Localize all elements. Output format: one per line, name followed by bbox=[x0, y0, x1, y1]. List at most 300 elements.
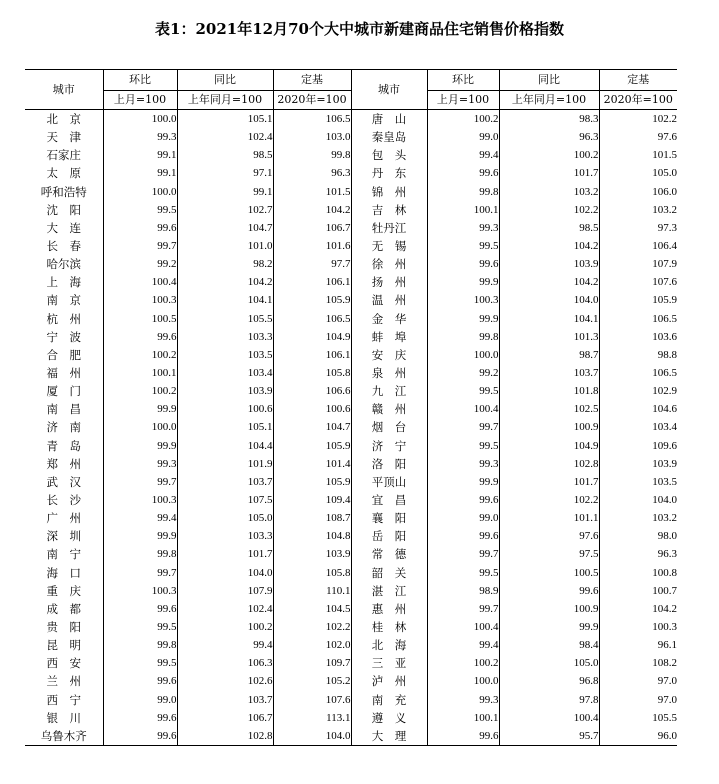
dj-value-left: 104.9 bbox=[273, 328, 351, 346]
city-name-left: 长 春 bbox=[46, 239, 81, 254]
dj-value-left: 109.4 bbox=[273, 491, 351, 509]
hb-value-left: 100.4 bbox=[103, 273, 177, 291]
dj-value-right: 104.6 bbox=[599, 400, 677, 418]
hb-value-right: 99.5 bbox=[427, 382, 499, 400]
dj-value-left: 110.1 bbox=[273, 582, 351, 600]
city-name-left: 石家庄 bbox=[46, 148, 81, 163]
city-name-left: 太 原 bbox=[46, 166, 81, 181]
dj-value-left: 105.2 bbox=[273, 672, 351, 690]
dj-value-left: 106.5 bbox=[273, 310, 351, 328]
table-row bbox=[25, 291, 677, 309]
tb-value-right: 100.9 bbox=[499, 418, 599, 436]
tb-value-right: 101.3 bbox=[499, 328, 599, 346]
tb-value-left: 103.7 bbox=[177, 473, 273, 491]
tb-value-right: 98.7 bbox=[499, 346, 599, 364]
table-row bbox=[25, 437, 677, 455]
hb-value-left: 99.6 bbox=[103, 727, 177, 746]
dj-value-left: 96.3 bbox=[273, 164, 351, 182]
dj-value-left: 108.7 bbox=[273, 509, 351, 527]
dj-value-left: 109.7 bbox=[273, 654, 351, 672]
hb-value-right: 99.5 bbox=[427, 564, 499, 582]
tb-value-left: 102.8 bbox=[177, 727, 273, 746]
tb-value-left: 107.5 bbox=[177, 491, 273, 509]
hb-value-left: 99.8 bbox=[103, 636, 177, 654]
header-tb-sub-left: 上年同月=100 bbox=[177, 91, 273, 110]
hb-value-right: 99.6 bbox=[427, 255, 499, 273]
hb-value-right: 100.2 bbox=[427, 110, 499, 129]
price-index-table bbox=[25, 69, 677, 746]
hb-value-right: 99.3 bbox=[427, 455, 499, 473]
table-row bbox=[25, 672, 677, 690]
tb-value-left: 104.1 bbox=[177, 291, 273, 309]
hb-value-right: 100.1 bbox=[427, 201, 499, 219]
dj-value-right: 100.8 bbox=[599, 564, 677, 582]
dj-value-right: 97.6 bbox=[599, 128, 677, 146]
dj-value-left: 113.1 bbox=[273, 709, 351, 727]
dj-value-right: 105.0 bbox=[599, 164, 677, 182]
city-name-left: 北 京 bbox=[46, 112, 81, 127]
tb-value-left: 103.5 bbox=[177, 346, 273, 364]
tb-value-right: 105.0 bbox=[499, 654, 599, 672]
header-dj-sub-left: 2020年=100 bbox=[273, 91, 351, 110]
hb-value-right: 99.0 bbox=[427, 128, 499, 146]
city-name-right: 安 庆 bbox=[351, 346, 427, 364]
hb-value-right: 100.3 bbox=[427, 291, 499, 309]
dj-value-left: 104.8 bbox=[273, 527, 351, 545]
city-name-right: 桂 林 bbox=[351, 618, 427, 636]
hb-value-left: 99.9 bbox=[103, 437, 177, 455]
hb-value-right: 99.8 bbox=[427, 328, 499, 346]
dj-value-right: 105.9 bbox=[599, 291, 677, 309]
tb-value-right: 102.2 bbox=[499, 201, 599, 219]
city-name-left: 厦 门 bbox=[46, 384, 81, 399]
table-row bbox=[25, 473, 677, 491]
table-row bbox=[25, 201, 677, 219]
city-name-right: 泉 州 bbox=[351, 364, 427, 382]
tb-value-left: 104.0 bbox=[177, 564, 273, 582]
table-row bbox=[25, 727, 677, 746]
table-row bbox=[25, 527, 677, 545]
dj-value-left: 106.1 bbox=[273, 346, 351, 364]
tb-value-left: 101.0 bbox=[177, 237, 273, 255]
tb-value-left: 100.2 bbox=[177, 618, 273, 636]
tb-value-right: 104.0 bbox=[499, 291, 599, 309]
hb-value-left: 99.1 bbox=[103, 146, 177, 164]
dj-value-left: 97.7 bbox=[273, 255, 351, 273]
city-name-left: 长 沙 bbox=[46, 493, 81, 508]
city-name-right: 唐 山 bbox=[351, 110, 427, 129]
hb-value-left: 100.1 bbox=[103, 364, 177, 382]
header-hb-right: 环比 bbox=[427, 70, 499, 91]
hb-value-left: 100.0 bbox=[103, 110, 177, 129]
tb-value-left: 104.4 bbox=[177, 437, 273, 455]
hb-value-right: 99.2 bbox=[427, 364, 499, 382]
header-hb-sub-left: 上月=100 bbox=[103, 91, 177, 110]
tb-value-right: 101.7 bbox=[499, 164, 599, 182]
dj-value-left: 106.5 bbox=[273, 110, 351, 129]
tb-value-left: 105.1 bbox=[177, 110, 273, 129]
header-tb-left: 同比 bbox=[177, 70, 273, 91]
city-name-right: 韶 关 bbox=[351, 564, 427, 582]
city-name-left: 昆 明 bbox=[46, 638, 81, 653]
hb-value-left: 99.3 bbox=[103, 128, 177, 146]
hb-value-left: 100.0 bbox=[103, 418, 177, 436]
dj-value-right: 102.2 bbox=[599, 110, 677, 129]
tb-value-right: 102.2 bbox=[499, 491, 599, 509]
tb-value-right: 99.6 bbox=[499, 582, 599, 600]
city-name-right: 包 头 bbox=[351, 146, 427, 164]
dj-value-right: 109.6 bbox=[599, 437, 677, 455]
tb-value-left: 101.9 bbox=[177, 455, 273, 473]
hb-value-left: 99.0 bbox=[103, 691, 177, 709]
table-row bbox=[25, 219, 677, 237]
city-name-right: 南 充 bbox=[351, 691, 427, 709]
tb-value-right: 97.5 bbox=[499, 545, 599, 563]
hb-value-right: 99.9 bbox=[427, 310, 499, 328]
city-name-left: 呼和浩特 bbox=[40, 184, 87, 199]
table-row bbox=[25, 455, 677, 473]
city-name-right: 宜 昌 bbox=[351, 491, 427, 509]
city-name-left: 福 州 bbox=[46, 366, 81, 381]
city-name-left: 成 都 bbox=[46, 601, 81, 616]
dj-value-right: 107.6 bbox=[599, 273, 677, 291]
city-name-left: 贵 阳 bbox=[46, 620, 81, 634]
tb-value-right: 100.9 bbox=[499, 600, 599, 618]
city-name-right: 扬 州 bbox=[351, 273, 427, 291]
tb-value-left: 104.7 bbox=[177, 219, 273, 237]
table-row bbox=[25, 164, 677, 182]
dj-value-left: 100.6 bbox=[273, 400, 351, 418]
hb-value-right: 99.5 bbox=[427, 437, 499, 455]
dj-value-left: 99.8 bbox=[273, 146, 351, 164]
city-name-left: 大 连 bbox=[46, 220, 81, 235]
dj-value-right: 98.8 bbox=[599, 346, 677, 364]
tb-value-left: 98.5 bbox=[177, 146, 273, 164]
dj-value-right: 103.6 bbox=[599, 328, 677, 346]
city-name-left: 天 津 bbox=[46, 130, 81, 145]
city-name-left: 上 海 bbox=[46, 275, 81, 290]
dj-value-left: 104.0 bbox=[273, 727, 351, 746]
hb-value-left: 99.5 bbox=[103, 201, 177, 219]
dj-value-left: 102.2 bbox=[273, 618, 351, 636]
dj-value-left: 103.0 bbox=[273, 128, 351, 146]
table-row bbox=[25, 491, 677, 509]
table-row bbox=[25, 273, 677, 291]
dj-value-left: 104.7 bbox=[273, 418, 351, 436]
dj-value-right: 103.5 bbox=[599, 473, 677, 491]
city-name-right: 金 华 bbox=[351, 310, 427, 328]
city-name-right: 烟 台 bbox=[351, 418, 427, 436]
hb-value-left: 100.2 bbox=[103, 382, 177, 400]
dj-value-left: 106.6 bbox=[273, 382, 351, 400]
dj-value-left: 105.8 bbox=[273, 364, 351, 382]
tb-value-right: 100.2 bbox=[499, 146, 599, 164]
hb-value-left: 99.5 bbox=[103, 654, 177, 672]
hb-value-left: 99.8 bbox=[103, 545, 177, 563]
city-name-left: 郑 州 bbox=[46, 456, 81, 471]
tb-value-right: 104.9 bbox=[499, 437, 599, 455]
dj-value-left: 105.9 bbox=[273, 291, 351, 309]
hb-value-left: 99.7 bbox=[103, 237, 177, 255]
dj-value-left: 106.1 bbox=[273, 273, 351, 291]
tb-value-right: 101.1 bbox=[499, 509, 599, 527]
tb-value-right: 104.2 bbox=[499, 237, 599, 255]
header-tb-sub-right: 上年同月=100 bbox=[499, 91, 599, 110]
tb-value-left: 99.4 bbox=[177, 636, 273, 654]
tb-value-right: 103.9 bbox=[499, 255, 599, 273]
city-name-right: 丹 东 bbox=[351, 164, 427, 182]
hb-value-right: 99.6 bbox=[427, 727, 499, 746]
city-name-right: 赣 州 bbox=[351, 400, 427, 418]
tb-value-right: 97.6 bbox=[499, 527, 599, 545]
table-body bbox=[25, 110, 677, 746]
city-name-left: 西 安 bbox=[46, 656, 81, 671]
city-name-left: 济 南 bbox=[46, 420, 81, 435]
dj-value-right: 105.5 bbox=[599, 709, 677, 727]
tb-value-right: 98.4 bbox=[499, 636, 599, 654]
tb-value-left: 104.2 bbox=[177, 273, 273, 291]
city-name-right: 大 理 bbox=[351, 727, 427, 746]
hb-value-right: 99.6 bbox=[427, 527, 499, 545]
dj-value-right: 98.0 bbox=[599, 527, 677, 545]
hb-value-left: 99.9 bbox=[103, 400, 177, 418]
tb-value-left: 105.1 bbox=[177, 418, 273, 436]
hb-value-right: 99.0 bbox=[427, 509, 499, 527]
city-name-left: 西 宁 bbox=[46, 692, 81, 707]
dj-value-left: 105.9 bbox=[273, 473, 351, 491]
tb-value-right: 103.2 bbox=[499, 183, 599, 201]
table-row bbox=[25, 364, 677, 382]
dj-value-left: 107.6 bbox=[273, 691, 351, 709]
hb-value-left: 100.5 bbox=[103, 310, 177, 328]
dj-value-right: 108.2 bbox=[599, 654, 677, 672]
hb-value-right: 100.4 bbox=[427, 618, 499, 636]
dj-value-left: 104.2 bbox=[273, 201, 351, 219]
city-name-left: 宁 波 bbox=[46, 329, 81, 344]
hb-value-left: 100.3 bbox=[103, 582, 177, 600]
tb-value-right: 97.8 bbox=[499, 691, 599, 709]
city-name-left: 银 川 bbox=[46, 710, 81, 725]
hb-value-left: 99.9 bbox=[103, 527, 177, 545]
tb-value-right: 96.8 bbox=[499, 672, 599, 690]
hb-value-left: 99.4 bbox=[103, 509, 177, 527]
header-hb-left: 环比 bbox=[103, 70, 177, 91]
city-name-left: 沈 阳 bbox=[46, 202, 81, 217]
tb-value-left: 102.4 bbox=[177, 128, 273, 146]
dj-value-right: 103.2 bbox=[599, 509, 677, 527]
dj-value-right: 106.5 bbox=[599, 310, 677, 328]
dj-value-left: 102.0 bbox=[273, 636, 351, 654]
dj-value-left: 106.7 bbox=[273, 219, 351, 237]
table-row bbox=[25, 346, 677, 364]
dj-value-right: 102.9 bbox=[599, 382, 677, 400]
table-row bbox=[25, 564, 677, 582]
hb-value-right: 99.3 bbox=[427, 691, 499, 709]
hb-value-left: 99.5 bbox=[103, 618, 177, 636]
hb-value-right: 100.1 bbox=[427, 709, 499, 727]
table-row bbox=[25, 654, 677, 672]
tb-value-right: 100.5 bbox=[499, 564, 599, 582]
dj-value-right: 96.0 bbox=[599, 727, 677, 746]
tb-value-right: 101.8 bbox=[499, 382, 599, 400]
hb-value-left: 99.6 bbox=[103, 600, 177, 618]
city-name-right: 惠 州 bbox=[351, 600, 427, 618]
tb-value-left: 105.0 bbox=[177, 509, 273, 527]
dj-value-right: 104.0 bbox=[599, 491, 677, 509]
city-name-left: 海 口 bbox=[46, 565, 81, 580]
dj-value-left: 101.6 bbox=[273, 237, 351, 255]
tb-value-right: 104.2 bbox=[499, 273, 599, 291]
city-name-right: 岳 阳 bbox=[351, 527, 427, 545]
tb-value-right: 100.4 bbox=[499, 709, 599, 727]
tb-value-left: 98.2 bbox=[177, 255, 273, 273]
table-row bbox=[25, 418, 677, 436]
hb-value-right: 100.4 bbox=[427, 400, 499, 418]
header-tb-right: 同比 bbox=[499, 70, 599, 91]
city-name-left: 合 肥 bbox=[46, 347, 81, 362]
city-name-left: 乌鲁木齐 bbox=[25, 727, 103, 746]
tb-value-left: 101.7 bbox=[177, 545, 273, 563]
dj-value-right: 103.4 bbox=[599, 418, 677, 436]
city-name-right: 牡丹江 bbox=[351, 219, 427, 237]
dj-value-right: 97.0 bbox=[599, 672, 677, 690]
hb-value-right: 99.7 bbox=[427, 418, 499, 436]
table-row bbox=[25, 545, 677, 563]
hb-value-right: 99.4 bbox=[427, 636, 499, 654]
tb-value-right: 104.1 bbox=[499, 310, 599, 328]
dj-value-right: 100.3 bbox=[599, 618, 677, 636]
hb-value-left: 99.7 bbox=[103, 564, 177, 582]
table-title: 表1：2021年12月70个大中城市新建商品住宅销售价格指数 bbox=[155, 20, 564, 38]
city-name-right: 襄 阳 bbox=[351, 509, 427, 527]
table-row bbox=[25, 183, 677, 201]
header-hb-sub-right: 上月=100 bbox=[427, 91, 499, 110]
dj-value-left: 105.8 bbox=[273, 564, 351, 582]
city-name-right: 秦皇岛 bbox=[351, 128, 427, 146]
dj-value-right: 106.5 bbox=[599, 364, 677, 382]
table-row bbox=[25, 691, 677, 709]
dj-value-left: 101.5 bbox=[273, 183, 351, 201]
tb-value-right: 102.8 bbox=[499, 455, 599, 473]
table-row bbox=[25, 636, 677, 654]
city-name-right: 温 州 bbox=[351, 291, 427, 309]
hb-value-right: 99.7 bbox=[427, 545, 499, 563]
tb-value-left: 106.7 bbox=[177, 709, 273, 727]
hb-value-right: 99.9 bbox=[427, 473, 499, 491]
hb-value-left: 99.7 bbox=[103, 473, 177, 491]
tb-value-right: 102.5 bbox=[499, 400, 599, 418]
header-dj-right: 定基 bbox=[599, 70, 677, 91]
dj-value-left: 105.9 bbox=[273, 437, 351, 455]
city-name-right: 泸 州 bbox=[351, 672, 427, 690]
hb-value-right: 100.0 bbox=[427, 672, 499, 690]
city-name-left: 重 庆 bbox=[46, 583, 81, 598]
hb-value-right: 99.5 bbox=[427, 237, 499, 255]
table-row bbox=[25, 237, 677, 255]
tb-value-left: 100.6 bbox=[177, 400, 273, 418]
city-name-right: 平顶山 bbox=[351, 473, 427, 491]
city-name-right: 吉 林 bbox=[351, 201, 427, 219]
header-dj-sub-right: 2020年=100 bbox=[599, 91, 677, 110]
tb-value-left: 103.3 bbox=[177, 328, 273, 346]
tb-value-left: 102.6 bbox=[177, 672, 273, 690]
hb-value-right: 99.9 bbox=[427, 273, 499, 291]
table-row bbox=[25, 509, 677, 527]
table-row bbox=[25, 600, 677, 618]
city-name-right: 蚌 埠 bbox=[351, 328, 427, 346]
table-row bbox=[25, 146, 677, 164]
hb-value-right: 99.6 bbox=[427, 491, 499, 509]
hb-value-left: 99.3 bbox=[103, 455, 177, 473]
tb-value-left: 107.9 bbox=[177, 582, 273, 600]
dj-value-left: 101.4 bbox=[273, 455, 351, 473]
hb-value-right: 98.9 bbox=[427, 582, 499, 600]
city-name-left: 南 京 bbox=[46, 293, 81, 308]
city-name-right: 洛 阳 bbox=[351, 455, 427, 473]
tb-value-right: 99.9 bbox=[499, 618, 599, 636]
tb-value-left: 103.7 bbox=[177, 691, 273, 709]
hb-value-right: 99.6 bbox=[427, 164, 499, 182]
tb-value-right: 103.7 bbox=[499, 364, 599, 382]
table-row bbox=[25, 582, 677, 600]
table-row bbox=[25, 310, 677, 328]
hb-value-left: 99.2 bbox=[103, 255, 177, 273]
dj-value-right: 106.4 bbox=[599, 237, 677, 255]
dj-value-right: 103.2 bbox=[599, 201, 677, 219]
city-name-left: 深 圳 bbox=[46, 529, 81, 544]
hb-value-right: 100.2 bbox=[427, 654, 499, 672]
hb-value-left: 99.6 bbox=[103, 709, 177, 727]
table-row bbox=[25, 128, 677, 146]
hb-value-right: 99.3 bbox=[427, 219, 499, 237]
tb-value-left: 99.1 bbox=[177, 183, 273, 201]
table-row bbox=[25, 255, 677, 273]
dj-value-right: 101.5 bbox=[599, 146, 677, 164]
dj-value-right: 97.3 bbox=[599, 219, 677, 237]
dj-value-right: 100.7 bbox=[599, 582, 677, 600]
hb-value-right: 99.4 bbox=[427, 146, 499, 164]
tb-value-right: 95.7 bbox=[499, 727, 599, 746]
city-name-right: 徐 州 bbox=[351, 255, 427, 273]
hb-value-left: 100.3 bbox=[103, 491, 177, 509]
city-name-right: 北 海 bbox=[351, 636, 427, 654]
header-city-right: 城市 bbox=[351, 70, 427, 110]
city-name-right: 湛 江 bbox=[351, 582, 427, 600]
tb-value-left: 103.9 bbox=[177, 382, 273, 400]
hb-value-left: 99.1 bbox=[103, 164, 177, 182]
tb-value-left: 102.7 bbox=[177, 201, 273, 219]
table-row bbox=[25, 400, 677, 418]
dj-value-right: 103.9 bbox=[599, 455, 677, 473]
tb-value-left: 106.3 bbox=[177, 654, 273, 672]
dj-value-right: 107.9 bbox=[599, 255, 677, 273]
tb-value-right: 101.7 bbox=[499, 473, 599, 491]
city-name-left: 哈尔滨 bbox=[46, 257, 81, 272]
table-row bbox=[25, 110, 677, 129]
hb-value-left: 100.0 bbox=[103, 183, 177, 201]
dj-value-right: 96.1 bbox=[599, 636, 677, 654]
city-name-left: 青 岛 bbox=[46, 438, 81, 453]
hb-value-left: 99.6 bbox=[103, 328, 177, 346]
header-dj-left: 定基 bbox=[273, 70, 351, 91]
header-city-left: 城市 bbox=[25, 70, 103, 110]
hb-value-right: 99.7 bbox=[427, 600, 499, 618]
dj-value-right: 106.0 bbox=[599, 183, 677, 201]
hb-value-right: 99.8 bbox=[427, 183, 499, 201]
city-name-right: 济 宁 bbox=[351, 437, 427, 455]
city-name-left: 南 宁 bbox=[46, 547, 81, 562]
city-name-left: 兰 州 bbox=[46, 674, 81, 689]
